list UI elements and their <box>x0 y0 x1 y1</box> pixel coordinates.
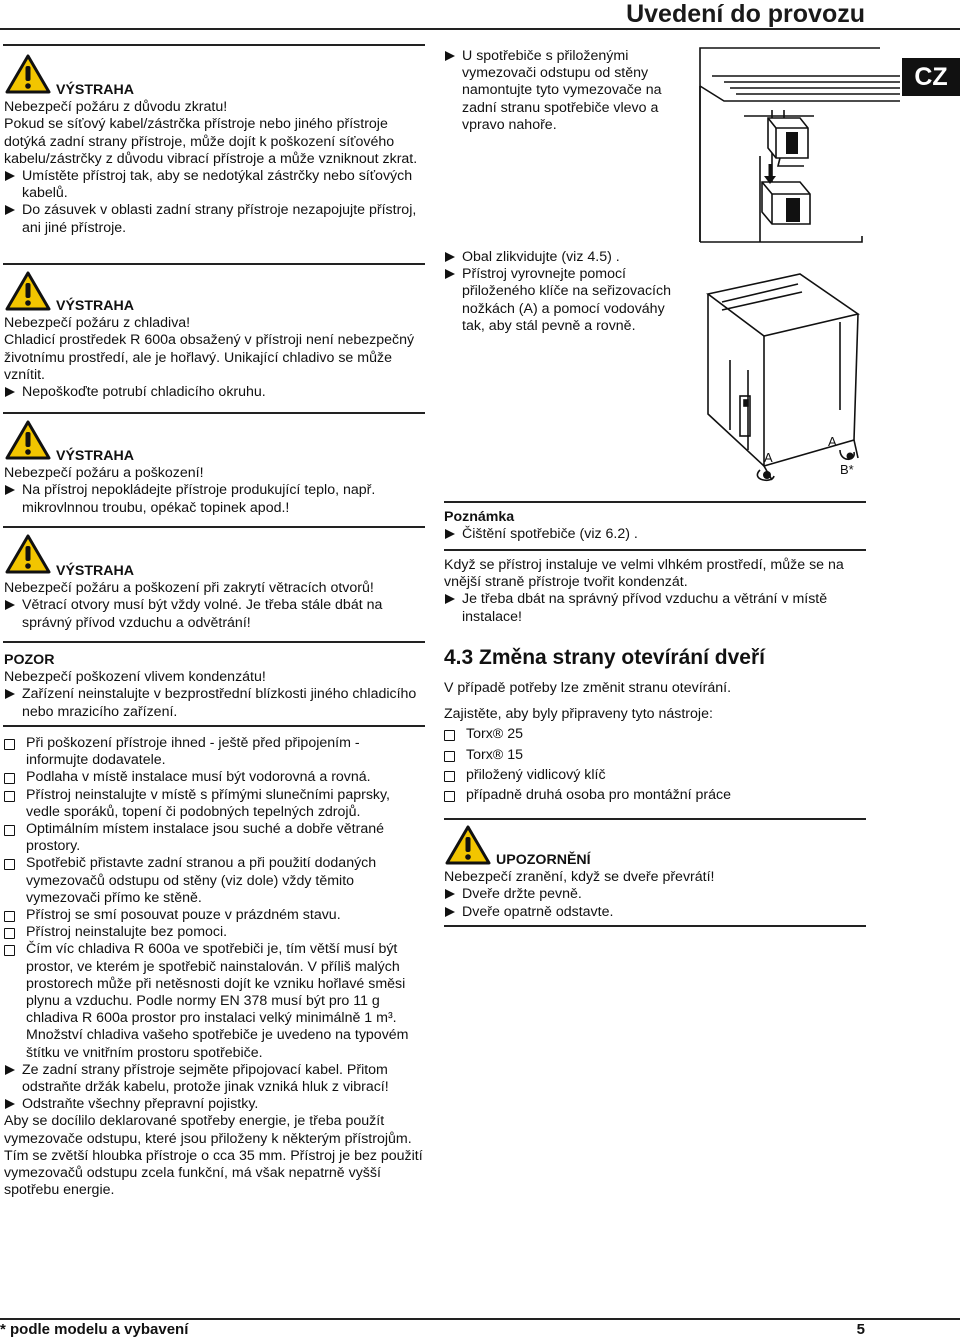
note-block <box>444 509 866 543</box>
bullet-item: Odstraňte všechny přepravní pojistky. <box>4 1096 425 1113</box>
caution-subtitle: Nebezpečí poškození vlivem kondenzátu! <box>4 669 266 686</box>
note-rule <box>444 501 866 503</box>
checklist <box>4 735 425 1199</box>
check-item: Přístroj se smí posouvat pouze v prázdném stavu. <box>4 907 425 924</box>
notice-title: UPOZORNĚNÍ <box>496 852 591 868</box>
paragraph: Když se přístroj instaluje ve velmi vlhkém prostředí, může se na vnější straně přístroje tvořit kondenzát. <box>444 557 844 591</box>
warning-subtitle: Nebezpečí požáru z chladiva! <box>4 315 191 332</box>
page-number: 5 <box>856 1321 865 1338</box>
bullet-item: Je třeba dbát na správný přívod vzduchu a větrání v místě instalace! <box>444 591 866 625</box>
bullet-item: Větrací otvory musí být vždy volné. Je třeba stále dbát na správný přívod vzduchu a odvětrání! <box>4 597 425 631</box>
warning-rule <box>3 263 425 265</box>
bullet-item: Na přístroj nepokládejte přístroje produkující teplo, např. mikrovlnnou troubu, opékač topinek apod.! <box>4 482 425 516</box>
warning-rule <box>3 44 425 46</box>
warning-text: Pokud se síťový kabel/zástrčka přístroje nebo jiného přístroje dotýká zadní strany přístroje, může dojít k poškození síťového kabelu/zástrčky z důvodu vibrací přístroje a může vzniknout zkrat. <box>4 116 418 167</box>
warning-title: VÝSTRAHA <box>56 82 135 98</box>
paragraph: V případě potřeby lze změnit stranu otevírání. <box>444 680 732 696</box>
spacer-figure <box>690 46 902 246</box>
note-rule <box>444 549 866 551</box>
spacer-instruction <box>444 48 688 134</box>
page-header-title: Uvedení do provozu <box>626 0 865 28</box>
check-item: Podlaha v místě instalace musí být vodorovná a rovná. <box>4 769 425 786</box>
check-item: Spotřebič přistavte zadní stranou a při použití dodaných vymezovačů odstupu od stěny (viz dole) vždy těmito vymezovači přímo ke stěně. <box>4 855 425 907</box>
warning-title: VÝSTRAHA <box>56 563 135 579</box>
wall-spacer-illustration <box>690 46 902 246</box>
bullet-item: Obal zlikvidujte (viz 4.5) . <box>444 249 688 266</box>
bullet-item: Do zásuvek v oblasti zadní strany přístroje nezapojujte přístroj, ani jiné přístroje. <box>4 202 425 236</box>
paragraph: Aby se docílilo deklarované spotřeby energie, je třeba použít vymezovače odstupu, které jsou přiloženy k některým přístrojům. Tím se zvětší hloubka přístroje o cca 35 mm. Přístroj je bez použití vymezovačů odstupu zcela funkční, má však nepatrně vyšší spotřebu energie. <box>4 1113 423 1199</box>
door-change-text <box>444 680 866 804</box>
paragraph: Zajistěte, aby byly připraveny tyto nástroje: <box>444 706 713 723</box>
warning-block-1 <box>4 82 425 237</box>
levelling-feet-illustration <box>690 270 870 500</box>
foot-label-a: A <box>828 434 837 449</box>
notice-rule <box>444 925 866 927</box>
warning-title: VÝSTRAHA <box>56 448 135 464</box>
caution-rule <box>3 725 425 727</box>
bullet-item: U spotřebiče s přiloženými vymezovači odstupu od stěny namontujte tyto vymezovače na zadní stranu spotřebiče vlevo a vpravo nahoře. <box>444 48 688 134</box>
bullet-item: Přístroj vyrovnejte pomocí přiloženého klíče na seřizovacích nožkách (A) a pomocí vodováhy tak, aby stál pevně a rovně. <box>444 266 688 335</box>
condensation-text <box>444 557 866 626</box>
bullet-item: Nepoškoďte potrubí chladicího okruhu. <box>4 384 425 401</box>
warning-block-3 <box>4 448 425 517</box>
levelling-figure <box>690 270 870 500</box>
check-item: Při poškození přístroje ihned - ještě před připojením - informujte dodavatele. <box>4 735 425 769</box>
warning-title: VÝSTRAHA <box>56 298 135 314</box>
header-rule <box>0 28 960 30</box>
bullet-item: Umístěte přístroj tak, aby se nedotýkal zástrčky nebo síťových kabelů. <box>4 168 425 202</box>
bullet-item: Dveře držte pevně. <box>444 886 866 903</box>
section-heading: 4.3 Změna strany otevírání dveří <box>444 646 765 669</box>
caution-rule <box>3 641 425 643</box>
warning-subtitle: Nebezpečí požáru a poškození! <box>4 465 204 482</box>
warning-subtitle: Nebezpečí požáru z důvodu zkratu! <box>4 99 228 116</box>
warning-text: Chladicí prostředek R 600a obsažený v přístroji není nebezpečný životnímu prostředí, ale je hořlavý. Unikající chladivo se může vznítit. <box>4 332 415 383</box>
footer-rule <box>0 1318 960 1320</box>
bullet-item: Zařízení neinstalujte v bezprostřední blízkosti jiného chladicího nebo mrazicího zařízení. <box>4 686 425 720</box>
check-item: Optimálním místem instalace jsou suché a dobře větrané prostory. <box>4 821 425 855</box>
check-item: Čím víc chladiva R 600a ve spotřebiči je, tím větší musí být prostor, ve kterém je spotřebič nainstalován. V příliš malých prostorech může při netěsnosti dojít ke vzniku hořlavé směsi plynu a vzduchu. Podle normy EN 378 musí být pro 11 g chladiva R 600a prostor pro instalaci velký minimálně 1 m³. Množství chladiva vašeho spotřebiče je uvedeno na typovém štítku ve vnitřním prostoru spotřebiče. <box>4 941 425 1061</box>
footer-note: * podle modelu a vybavení <box>0 1321 189 1338</box>
check-item: Přístroj neinstalujte bez pomoci. <box>4 924 425 941</box>
warning-block-2 <box>4 298 425 401</box>
language-badge: CZ <box>902 58 960 96</box>
tool-item: případně druhá osoba pro montážní práce <box>444 787 866 804</box>
warning-subtitle: Nebezpečí požáru a poškození při zakrytí větracích otvorů! <box>4 580 374 597</box>
tool-item: Torx® 15 <box>444 747 866 764</box>
check-item: Přístroj neinstalujte v místě s přímými slunečními paprsky, vedle sporáků, topení či podobných tepelných zdrojů. <box>4 787 425 821</box>
bullet-item: Dveře opatrně odstavte. <box>444 904 866 921</box>
tool-item: Torx® 25 <box>444 726 866 743</box>
notice-block <box>444 852 866 921</box>
warning-rule <box>3 412 425 414</box>
notice-subtitle: Nebezpečí zranění, když se dveře převrátí! <box>444 869 715 886</box>
warning-block-4 <box>4 563 425 632</box>
tool-item: přiložený vidlicový klíč <box>444 767 866 784</box>
notice-rule <box>444 818 866 820</box>
bullet-item: Ze zadní strany přístroje sejměte připojovací kabel. Přitom odstraňte držák kabelu, protože jinak vzniká hluk z vibrací! <box>4 1062 425 1096</box>
install-instructions <box>444 249 688 335</box>
foot-label-b: B* <box>840 462 854 477</box>
note-title: Poznámka <box>444 509 515 525</box>
warning-rule <box>3 526 425 528</box>
foot-label-a: A <box>764 450 773 465</box>
caution-block <box>4 652 425 721</box>
caution-title: POZOR <box>4 652 55 668</box>
bullet-item: Čištění spotřebiče (viz 6.2) . <box>444 526 866 543</box>
